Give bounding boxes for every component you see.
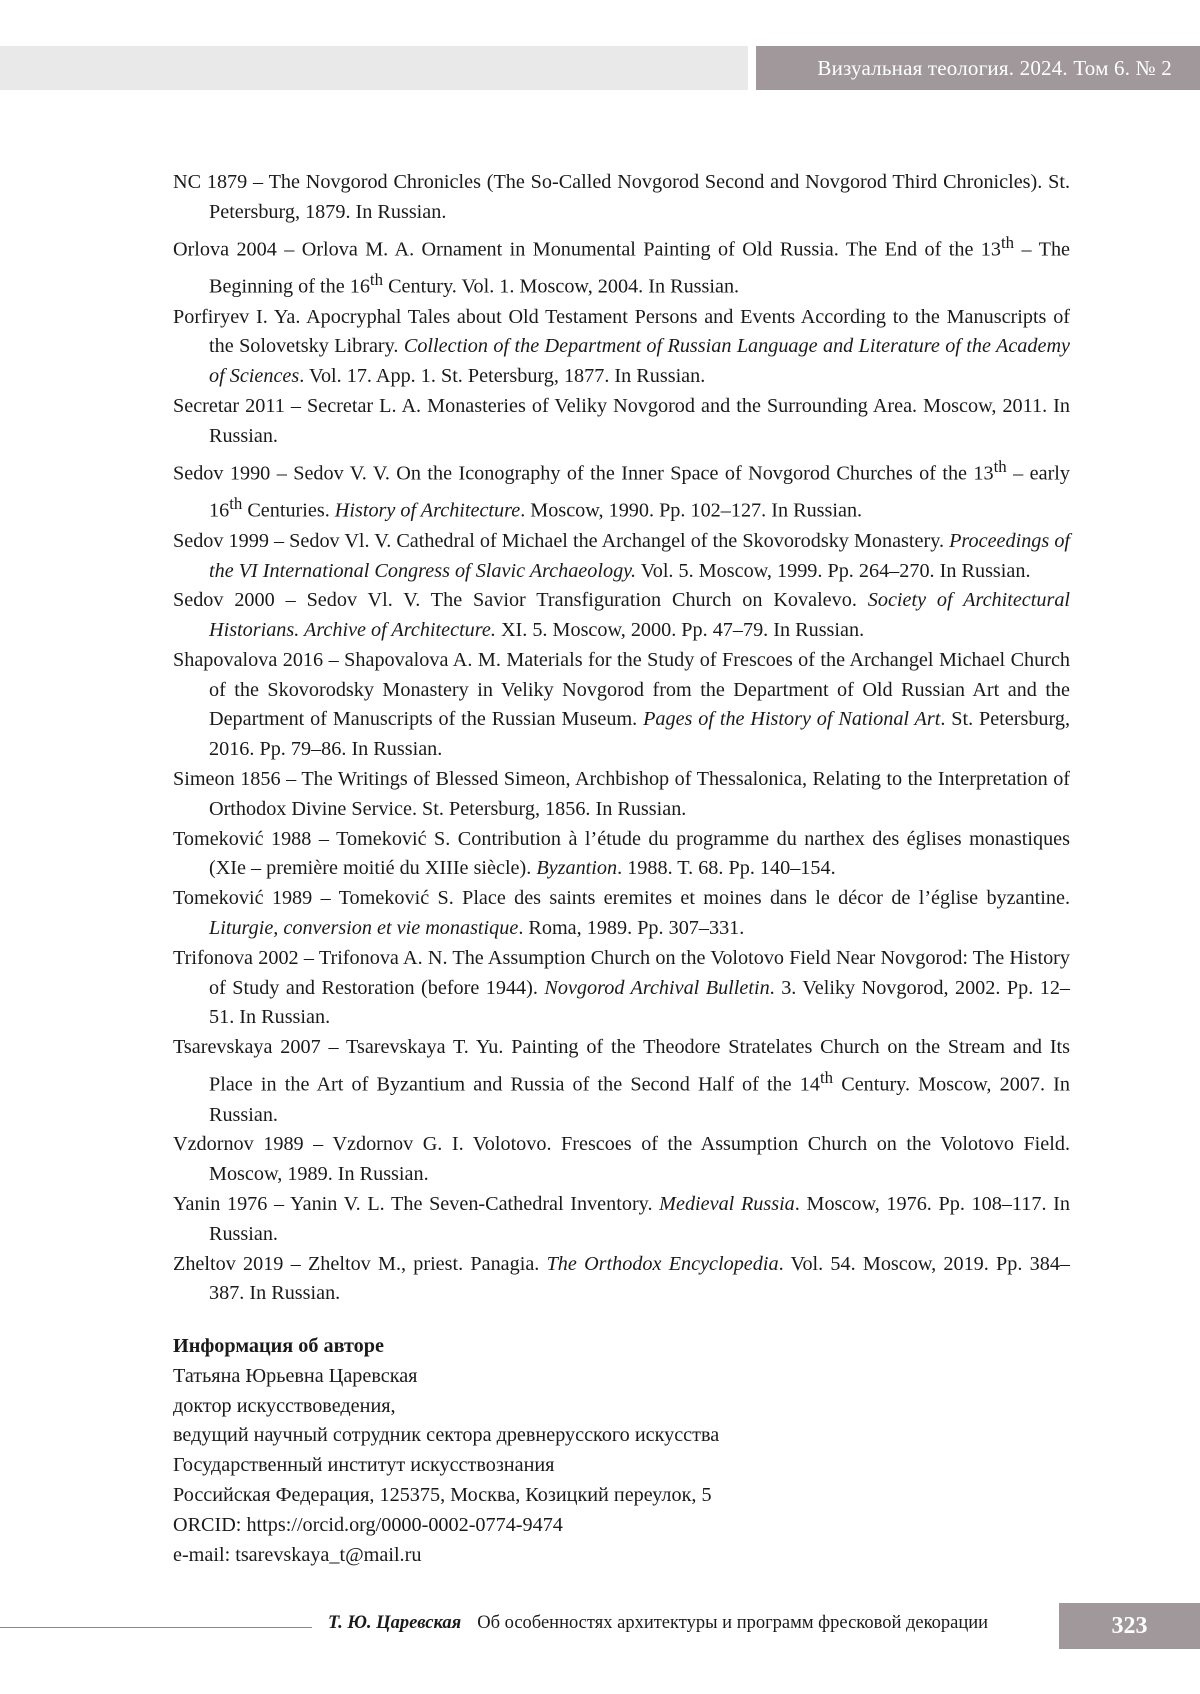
ref-tag: Orlova 2004 xyxy=(173,238,277,260)
ref-source: Proceedings of the VI International Congress of Slavic Archaeology. xyxy=(209,530,1070,582)
ref-sup: th xyxy=(820,1068,833,1087)
ref-source: Liturgie, conversion et vie monastique xyxy=(209,917,518,939)
ref-text: . 3. Veliky Novgorod, 2002. Pp. 12–51. In Russian. xyxy=(209,977,1070,1029)
ref-text: Trifonova A. N. The Assumption Church on the Volotovo Field Near Novgorod: The History of Study and Restoration (before 1944). xyxy=(209,947,1070,999)
ref-text: Century. Moscow, 2007. In Russian. xyxy=(209,1074,1070,1126)
ref-text: . 1988. T. 68. Pp. 140–154. xyxy=(617,857,836,879)
ref-text: . Moscow, 1990. Pp. 102–127. In Russian. xyxy=(520,500,862,522)
journal-title: Визуальная теология. 2024. Том 6. № 2 xyxy=(817,56,1172,81)
ref-source: Pages of the History of National Art xyxy=(643,708,940,730)
ref-text: Sedov V. V. On the Iconography of the Inner Space of Novgorod Churches of the 13 xyxy=(293,462,993,484)
author-institution: Государственный институт искусствознания xyxy=(173,1451,1070,1481)
ref-text: Apocryphal Tales about Old Testament Persons and Events According to the Manuscripts of the Solovetsky Library. xyxy=(209,306,1070,358)
ref-tag: Tsarevskaya 2007 xyxy=(173,1036,321,1058)
reference-item: Tomeković 1989 – Tomeković S. Place des saints eremites et moines dans le décor de l’église byzantine. Liturgie, conversion et vie monastique. Roma, 1989. Pp. 307–331. xyxy=(173,884,1070,944)
ref-tag: Shapovalova 2016 xyxy=(173,649,323,671)
ref-text: Sedov Vl. V. Cathedral of Michael the Archangel of the Skovorodsky Monastery. xyxy=(289,530,949,552)
ref-sup: th xyxy=(994,457,1007,476)
page-number: 323 xyxy=(1112,1613,1148,1640)
ref-text: Shapovalova A. M. Materials for the Study of Frescoes of the Archangel Michael Church of the Skovorodsky Monastery in Veliky Novgorod from the Department of Old Russian Art and the Department of Manuscripts of the Russian Museum. xyxy=(209,649,1070,731)
ref-tag: Porfiryev I. Ya. xyxy=(173,306,300,328)
ref-sup: th xyxy=(229,494,242,513)
ref-tag: Sedov 1990 xyxy=(173,462,270,484)
ref-tag: Sedov 2000 xyxy=(173,589,275,611)
author-degree: доктор искусствоведения, xyxy=(173,1392,1070,1422)
ref-tag: Yanin 1976 xyxy=(173,1193,267,1215)
ref-text: Zheltov M., priest. Panagia. xyxy=(308,1253,547,1275)
author-info-heading: Информация об авторе xyxy=(173,1332,1070,1362)
ref-text: . Vol. 17. App. 1. St. Petersburg, 1877. In Russian. xyxy=(299,365,705,387)
ref-tag: Tomeković 1988 xyxy=(173,828,311,850)
ref-text: The Novgorod Chronicles (The So-Called Novgorod Second and Novgorod Third Chronicles). St. Petersburg, 1879. In Russian. xyxy=(209,171,1070,223)
ref-text: – early 16 xyxy=(209,462,1070,522)
ref-text: Vzdornov G. I. Volotovo. Frescoes of the Assumption Church on the Volotovo Field. Moscow, 1989. In Russian. xyxy=(209,1133,1070,1185)
ref-text: XI. 5. Moscow, 2000. Pp. 47–79. In Russian. xyxy=(496,619,864,641)
ref-sup: th xyxy=(1001,233,1014,252)
reference-item: Yanin 1976 – Yanin V. L. The Seven-Cathedral Inventory. Medieval Russia. Moscow, 1976. Pp. 108–117. In Russian. xyxy=(173,1190,1070,1250)
ref-text: Tomeković S. Contribution à l’étude du programme du narthex des églises monastiques (XIe – première moitié du XIIIe siècle). xyxy=(209,828,1070,880)
reference-item: Simeon 1856 – The Writings of Blessed Simeon, Archbishop of Thessalonica, Relating to the Interpretation of Orthodox Divine Service. St. Petersburg, 1856. In Russian. xyxy=(173,765,1070,825)
reference-item xyxy=(173,303,1070,392)
ref-source: History of Architecture xyxy=(335,500,520,522)
reference-item: Vzdornov 1989 – Vzdornov G. I. Volotovo. Frescoes of the Assumption Church on the Volotovo Field. Moscow, 1989. In Russian. xyxy=(173,1130,1070,1190)
ref-text: Centuries. xyxy=(242,500,335,522)
ref-source: Medieval Russia xyxy=(659,1193,795,1215)
ref-tag: Sedov 1999 xyxy=(173,530,269,552)
journal-header xyxy=(756,46,1200,90)
ref-tag: Zheltov 2019 xyxy=(173,1253,283,1275)
ref-text: Sedov Vl. V. The Savior Transfiguration Church on Kovalevo. xyxy=(307,589,868,611)
running-footer xyxy=(328,1613,988,1634)
ref-tag: NC 1879 xyxy=(173,171,247,193)
ref-text: . Roma, 1989. Pp. 307–331. xyxy=(518,917,744,939)
ref-tag: Tomeković 1989 xyxy=(173,887,312,909)
ref-source: Society of Architectural Historians. Archive of Architecture. xyxy=(209,589,1070,641)
author-name: Татьяна Юрьевна Царевская xyxy=(173,1362,1070,1392)
ref-source: Novgorod Archival Bulletin xyxy=(544,977,769,999)
footer-title: Об особенностях архитектуры и программ фресковой декорации xyxy=(477,1613,988,1633)
reference-item: Tsarevskaya 2007 – Tsarevskaya T. Yu. Painting of the Theodore Stratelates Church on the Stream and Its Place in the Art of Byzantium and Russia of the Second Half of the 14th Century. Moscow, 2007. In Russian. xyxy=(173,1033,1070,1130)
reference-item: Sedov 1990 – Sedov V. V. On the Iconography of the Inner Space of Novgorod Churches of the 13th – early 16th Centuries. History of Architecture. Moscow, 1990. Pp. 102–127. In Russian. xyxy=(173,452,1070,527)
ref-text: Orlova M. A. Ornament in Monumental Painting of Old Russia. The End of the 13 xyxy=(302,238,1001,260)
reference-item: Orlova 2004 – Orlova M. A. Ornament in Monumental Painting of Old Russia. The End of the 13th – The Beginning of the 16th Century. Vol. 1. Moscow, 2004. In Russian. xyxy=(173,228,1070,303)
reference-item: Trifonova 2002 – Trifonova A. N. The Assumption Church on the Volotovo Field Near Novgorod: The History of Study and Restoration (before 1944). Novgorod Archival Bulletin. 3. Veliky Novgorod, 2002. Pp. 12–51. In Russian. xyxy=(173,944,1070,1033)
ref-text: Secretar L. A. Monasteries of Veliky Novgorod and the Surrounding Area. Moscow, 2011. In Russian. xyxy=(209,395,1070,447)
footer-rule xyxy=(0,1627,312,1628)
ref-tag: Secretar 2011 xyxy=(173,395,285,417)
ref-tag: Simeon 1856 xyxy=(173,768,281,790)
ref-text: Century. Vol. 1. Moscow, 2004. In Russian. xyxy=(383,276,739,298)
footer-author: Т. Ю. Царевская xyxy=(328,1613,461,1633)
ref-text: – The Beginning of the 16 xyxy=(209,238,1070,298)
ref-text: . St. Petersburg, 2016. Pp. 79–86. In Russian. xyxy=(209,708,1070,760)
ref-source: Collection of the Department of Russian Language and Literature of the Academy of Sciences xyxy=(209,335,1070,387)
ref-tag: Vzdornov 1989 xyxy=(173,1133,304,1155)
reference-item: Sedov 1999 – Sedov Vl. V. Cathedral of Michael the Archangel of the Skovorodsky Monastery. Proceedings of the VI International Congress of Slavic Archaeology. Vol. 5. Moscow, 1999. Pp. 264–270. In Russian. xyxy=(173,527,1070,587)
reference-item: Tomeković 1988 – Tomeković S. Contribution à l’étude du programme du narthex des églises monastiques (XIe – première moitié du XIIIe siècle). Byzantion. 1988. T. 68. Pp. 140–154. xyxy=(173,825,1070,885)
reference-item: Shapovalova 2016 – Shapovalova A. M. Materials for the Study of Frescoes of the Archangel Michael Church of the Skovorodsky Monastery in Veliky Novgorod from the Department of Old Russian Art and the Department of Manuscripts of the Russian Museum. Pages of the History of National Art. St. Petersburg, 2016. Pp. 79–86. In Russian. xyxy=(173,646,1070,765)
page-number-box xyxy=(1059,1603,1200,1649)
ref-text: Vol. 5. Moscow, 1999. Pp. 264–270. In Russian. xyxy=(636,560,1030,582)
ref-source: The Orthodox Encyclopedia xyxy=(547,1253,779,1275)
reference-item: NC 1879 – The Novgorod Chronicles (The So-Called Novgorod Second and Novgorod Third Chronicles). St. Petersburg, 1879. In Russian. xyxy=(173,168,1070,228)
reference-item: Zheltov 2019 – Zheltov M., priest. Panagia. The Orthodox Encyclopedia. Vol. 54. Moscow, 2019. Pp. 384–387. In Russian. xyxy=(173,1250,1070,1310)
header-bar-left xyxy=(0,46,748,90)
ref-text: Tomeković S. Place des saints eremites et moines dans le décor de l’église byzantine. xyxy=(339,887,1070,909)
ref-text: . Moscow, 1976. Pp. 108–117. In Russian. xyxy=(209,1193,1070,1245)
ref-tag: Trifonova 2002 xyxy=(173,947,299,969)
reference-item: Secretar 2011 – Secretar L. A. Monasteries of Veliky Novgorod and the Surrounding Area. Moscow, 2011. In Russian. xyxy=(173,392,1070,452)
references-list xyxy=(173,168,1070,1309)
ref-sup: th xyxy=(370,270,383,289)
ref-text: . Vol. 54. Moscow, 2019. Pp. 384–387. In Russian. xyxy=(209,1253,1070,1305)
author-position: ведущий научный сотрудник сектора древнерусского искусства xyxy=(173,1421,1070,1451)
reference-item: Sedov 2000 – Sedov Vl. V. The Savior Transfiguration Church on Kovalevo. Society of Architectural Historians. Archive of Architecture. XI. 5. Moscow, 2000. Pp. 47–79. In Russian. xyxy=(173,586,1070,646)
ref-source: Byzantion xyxy=(536,857,617,879)
author-orcid: ORCID: https://orcid.org/0000-0002-0774-9474 xyxy=(173,1511,1070,1541)
ref-text: The Writings of Blessed Simeon, Archbishop of Thessalonica, Relating to the Interpretation of Orthodox Divine Service. St. Petersburg, 1856. In Russian. xyxy=(209,768,1070,820)
ref-text: Tsarevskaya T. Yu. Painting of the Theodore Stratelates Church on the Stream and Its Place in the Art of Byzantium and Russia of the Second Half of the 14 xyxy=(209,1036,1070,1096)
author-address: Российская Федерация, 125375, Москва, Козицкий переулок, 5 xyxy=(173,1481,1070,1511)
ref-text: Yanin V. L. The Seven-Cathedral Inventory. xyxy=(290,1193,659,1215)
author-email: e-mail: tsarevskaya_t@mail.ru xyxy=(173,1541,1070,1571)
author-info xyxy=(173,1332,1070,1570)
